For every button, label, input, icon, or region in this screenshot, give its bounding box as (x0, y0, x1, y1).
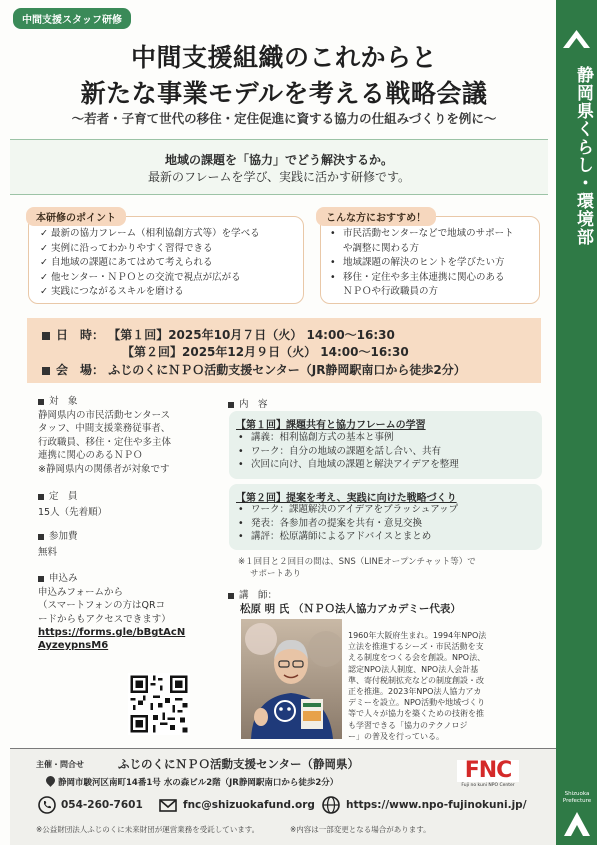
bio-line: 認定NPO法人制度、NPO法人会計基 (348, 664, 479, 674)
organizer-label: 主催・問合せ (36, 760, 84, 769)
square-bullet-icon (38, 399, 44, 405)
round2-item: ワーク：課題解決のアイデアをブラッシュアップ (251, 504, 459, 515)
lead-line1: 地域の課題を「協力」でどう解決するか。 (164, 153, 393, 167)
round2-list (238, 503, 458, 544)
bio-line: も学習できる「協力のテクノロジ (348, 720, 468, 730)
apply-heading (38, 572, 185, 586)
target-heading-text: 対 象 (49, 396, 78, 407)
address-text: 静岡市駿河区南町14番1号 水の森ビル2階（JR静岡駅南口から徒歩2分） (58, 778, 339, 788)
fee-section (38, 530, 78, 559)
target-line: 行政職員、移住・定住や多主体 (38, 436, 172, 448)
list-item (238, 503, 458, 517)
audience-label: こんな方におすすめ！ (316, 207, 436, 226)
round2-item: 発表：各参加者の提案を共有・意見交換 (251, 517, 423, 529)
apply-line: 申込みフォームから (38, 586, 124, 598)
round1-item: 講義：相利協創方式の基本と事例 (251, 432, 394, 443)
venue-text: ふじのくにＮＰＯ活動支援センター（JR静岡駅南口から徒歩2分） (108, 363, 466, 377)
bio-line: デミーを設立。NPO活動や地域づくり (348, 698, 486, 708)
bullet-icon: • (238, 432, 244, 443)
round1-list (238, 431, 459, 472)
list-item (40, 242, 260, 257)
bio-line: 準、寄付税制拡充などの制度創設・改 (348, 675, 484, 685)
round2-item: 講評：松原講師によるアドバイスとまとめ (251, 531, 432, 542)
schedule-date-row (42, 326, 395, 343)
target-section (38, 395, 171, 476)
prefecture-logo-icon (560, 26, 593, 50)
bio-line: ー」の普及を行っている。 (348, 731, 444, 741)
session1-datetime: 【第１回】2025年10月７日（火） 14:00〜16:30 (108, 328, 395, 342)
schedule-venue-row (42, 361, 466, 378)
content-heading (228, 396, 268, 410)
square-bullet-icon (228, 402, 234, 408)
footnote-operator: ※公益財団法人ふじのくに未来財団が運営業務を受託しています。 (36, 825, 260, 834)
round2-title: 【第２回】提案を考え、実践に向けた戦略づくり (236, 493, 457, 504)
target-line: 静岡県内の市民活動センタース (38, 409, 171, 421)
content-heading-text: 内 容 (239, 399, 268, 410)
lead-line2: 最新のフレームを学び、実践に活かす研修です。 (147, 170, 411, 184)
list-item (238, 445, 459, 459)
support-note (238, 556, 476, 580)
bullet-icon: • (238, 504, 244, 515)
capacity-heading-text: 定 員 (49, 491, 78, 502)
round1-item: ワーク：自分の地域の課題を話し合い、共有 (251, 445, 442, 457)
lecturer-bio (348, 630, 544, 742)
check-icon: ✓ (40, 271, 48, 283)
fee-heading-text: 参加費 (49, 531, 78, 542)
qr-code-icon[interactable] (128, 673, 190, 735)
list-item (40, 271, 260, 286)
square-bullet-icon (38, 494, 44, 500)
audience-text: 地域課題の解決のヒントを学びたい方 (343, 257, 505, 268)
bio-line: 正を推進。2023年NPO法人協力アカ (348, 687, 482, 697)
bullet-icon: • (238, 445, 244, 457)
pref-en-line1: Shizuoka (564, 791, 590, 797)
note-line2: サポートあり (250, 569, 302, 579)
list-item (40, 227, 260, 242)
phone-number[interactable]: 054-260-7601 (61, 799, 143, 811)
prefecture-mark-icon (562, 808, 592, 838)
audience-text: ＮＰＯや行政職員の方 (343, 286, 439, 297)
bullet-icon: • (238, 531, 244, 542)
page-title-line2: 新たな事業モデルを考える戦略会議 (80, 79, 488, 108)
target-line: タッフ、中間支援業務従事者、 (38, 423, 171, 434)
list-item (238, 458, 459, 472)
lecturer-heading (228, 587, 277, 601)
capacity-value: 15人（先着順） (38, 506, 108, 518)
pref-en-line2: Prefecture (562, 798, 592, 804)
lecturer-name: 松原 明 氏 （ＮＰＯ法人協力アカデミー代表） (240, 603, 461, 615)
check-icon: ✓ (40, 257, 48, 268)
audience-text: や調整に関わる方 (343, 242, 420, 254)
organizer-address (46, 776, 338, 788)
organizer-name: ふじのくにＮＰＯ活動支援センター（静岡県） (118, 757, 360, 771)
audience-list (330, 227, 514, 300)
apply-heading-text: 申込み (49, 573, 78, 584)
fnc-logo-sub: Fuji no kuni NPO Center (461, 783, 515, 788)
points-list (40, 227, 260, 300)
page-subtitle: 〜若者・子育て世代の移住・定住促進に資する協力の仕組みづくりを例に〜 (71, 111, 497, 126)
bullet-icon: • (330, 228, 336, 239)
square-bullet-icon (42, 332, 50, 340)
bullet-icon: • (238, 517, 244, 529)
square-bullet-icon (38, 576, 44, 582)
apply-section (38, 572, 185, 652)
url-line2[interactable]: AyzeypnsM6 (38, 640, 109, 651)
list-item (40, 285, 260, 300)
audience-text: ト (504, 228, 514, 239)
note-line1: ※１回目と２回目の間は、SNS（LINEオープンチャット等）で (238, 557, 476, 567)
bio-line: 立法を推進するシーズ・市民活動を支 (348, 642, 484, 652)
date-label: 日 時： (56, 328, 105, 342)
footnote-change: ※内容は一部変更となる場合があります。 (290, 825, 431, 834)
list-item (330, 242, 514, 257)
target-line: 連携に関心のあるＮＰＯ (38, 450, 143, 461)
mail-icon (159, 796, 177, 814)
point-text: 最新の協力フレーム（相利協創方式等）を学べる (51, 228, 260, 239)
list-item (238, 431, 459, 445)
square-bullet-icon (228, 593, 234, 599)
bio-line: える制度をつくる会を創設。NPO法、 (348, 653, 486, 663)
point-text: 実例に沿ってわかりやすく習得できる (51, 242, 213, 254)
bio-line: 1960年大阪府生まれ。1994年NPO法 (348, 631, 487, 640)
list-item (330, 271, 514, 286)
website-link[interactable]: https://www.npo-fujinokuni.jp/ (346, 799, 527, 811)
bullet-icon: • (330, 271, 336, 283)
phone-icon (38, 796, 56, 814)
check-icon: ✓ (40, 228, 48, 239)
audience-text: 移住・定住や多主体連携に関心のある (343, 271, 505, 283)
target-heading (38, 395, 171, 409)
page-title-line1: 中間支援組織のこれからと (130, 43, 437, 72)
apply-form-link[interactable] (38, 626, 185, 652)
list-item (330, 285, 514, 300)
bio-line: 等で人々が協力を築くための技術を推 (348, 709, 484, 719)
bullet-icon: • (238, 459, 244, 470)
check-icon: ✓ (40, 242, 48, 254)
point-text: 自地域の課題にあてはめて考えられる (51, 257, 213, 268)
fee-heading (38, 530, 78, 544)
round1-title: 【第１回】課題共有と協力フレームの学習 (236, 420, 426, 431)
bullet-icon: • (330, 257, 336, 268)
email-link[interactable]: fnc@shizuokafund.org (183, 799, 315, 811)
capacity-heading (38, 490, 107, 504)
square-bullet-icon (38, 534, 44, 540)
points-label: 本研修のポイント (26, 207, 126, 226)
list-item (330, 227, 514, 242)
round1-item: 次回に向け、自地域の課題と解決アイデアを整理 (251, 459, 459, 470)
capacity-section (38, 490, 107, 519)
list-item (40, 256, 260, 271)
globe-icon (322, 796, 340, 814)
sidebar-department-title: 静岡県くらし・環境部 (573, 66, 593, 246)
lecturer-heading-text: 講 師： (239, 590, 278, 601)
list-item (238, 530, 458, 544)
fee-value: 無料 (38, 546, 58, 558)
check-icon: ✓ (40, 286, 48, 297)
location-pin-icon (44, 774, 57, 787)
fnc-logo (457, 760, 519, 792)
prefecture-english-name (557, 791, 597, 805)
list-item (330, 256, 514, 271)
point-text: 他センター・ＮＰＯとの交流で視点が広がる (51, 271, 241, 283)
fnc-logo-text: FNC (457, 760, 519, 782)
list-item (238, 517, 458, 531)
venue-label: 会 場： (56, 363, 105, 377)
square-bullet-icon (42, 367, 50, 375)
apply-line: （スマートフォンの方はQRコ (38, 600, 166, 611)
point-text: 実践につながるスキルを磨ける (51, 286, 184, 297)
session2-datetime: 【第２回】2025年12月９日（火） 14:00〜16:30 (122, 345, 409, 359)
event-category-tag: 中間支援スタッフ研修 (13, 8, 131, 29)
target-line: ※静岡県内の関係者が対象です (38, 463, 170, 475)
apply-line: ードからもアクセスできます） (38, 613, 171, 625)
audience-text: 市民活動センターなどで地域のサポー (343, 228, 505, 239)
lecturer-photo (241, 619, 342, 739)
url-line1[interactable]: https://forms.gle/bBgtAcN (38, 627, 186, 638)
